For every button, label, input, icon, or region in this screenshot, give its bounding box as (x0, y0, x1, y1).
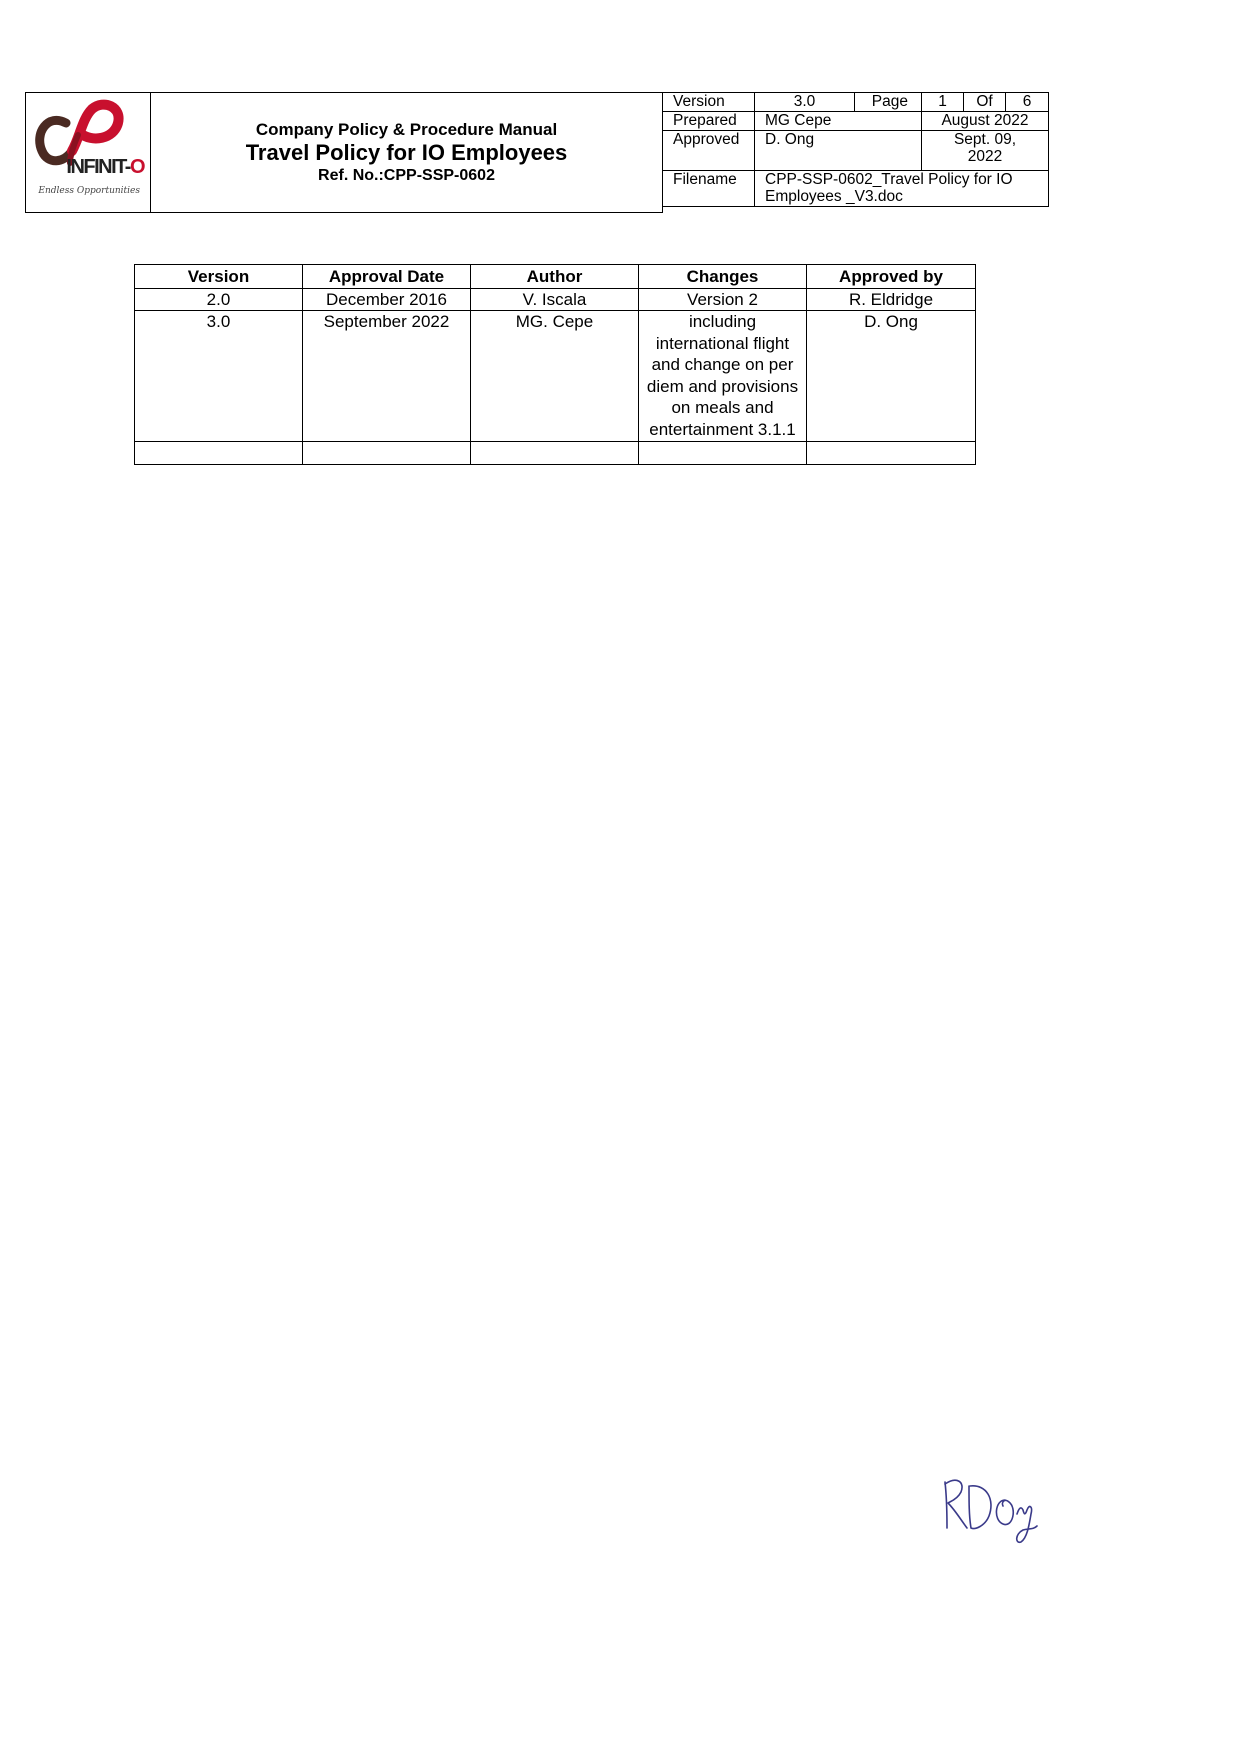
cell-changes: Version 2 (639, 288, 807, 311)
page-label: Page (855, 93, 922, 112)
reference-number: Ref. No.:CPP-SSP-0602 (318, 167, 495, 185)
col-header-author: Author (471, 265, 639, 289)
cell-author (471, 441, 639, 464)
cell-author: V. Iscala (471, 288, 639, 311)
page-number: 1 (922, 93, 964, 112)
prepared-by: MG Cepe (755, 111, 922, 130)
prepared-label: Prepared (663, 111, 755, 130)
cell-approved-by: D. Ong (807, 311, 976, 441)
cell-author: MG. Cepe (471, 311, 639, 441)
cell-approved-by (807, 441, 976, 464)
approved-by: D. Ong (755, 130, 922, 170)
version-label: Version (663, 93, 755, 112)
cell-version (135, 441, 303, 464)
manual-title: Company Policy & Procedure Manual (255, 119, 558, 139)
col-header-version: Version (135, 265, 303, 289)
svg-text:Endless Opportunities: Endless Opportunities (38, 186, 140, 196)
revision-history-table (134, 264, 976, 465)
prepared-row (663, 111, 1049, 130)
infinito-logo-icon (26, 93, 150, 212)
approved-label: Approved (663, 130, 755, 170)
table-row (135, 288, 976, 311)
version-row (663, 93, 1049, 112)
cell-approval-date: December 2016 (303, 288, 471, 311)
col-header-approval-date: Approval Date (303, 265, 471, 289)
cell-approved-by: R. Eldridge (807, 288, 976, 311)
svg-text:INFINIT-O: INFINIT-O (66, 156, 144, 178)
prepared-date: August 2022 (922, 111, 1049, 130)
cell-approval-date (303, 441, 471, 464)
cell-version: 2.0 (135, 288, 303, 311)
company-logo (25, 92, 151, 213)
filename-row (663, 170, 1049, 207)
cell-changes (639, 441, 807, 464)
document-title-block (150, 92, 663, 213)
cell-changes: including international flight and change on per diem and provisions on meals and entertainment 3.1.1 (639, 311, 807, 441)
filename-value: CPP-SSP-0602_Travel Policy for IO Employees _V3.doc (755, 170, 1049, 207)
page-total: 6 (1006, 93, 1049, 112)
version-value: 3.0 (755, 93, 855, 112)
filename-label: Filename (663, 170, 755, 207)
col-header-changes: Changes (639, 265, 807, 289)
approved-row (663, 130, 1049, 170)
handwritten-signature (935, 1470, 1045, 1550)
table-row (135, 441, 976, 464)
revision-header-row (135, 265, 976, 289)
of-label: Of (964, 93, 1006, 112)
col-header-approved-by: Approved by (807, 265, 976, 289)
document-title: Travel Policy for IO Employees (245, 139, 568, 165)
approved-date: Sept. 09, 2022 (922, 130, 1049, 170)
cell-version: 3.0 (135, 311, 303, 441)
cell-approval-date: September 2022 (303, 311, 471, 441)
table-row (135, 311, 976, 441)
document-control-table (662, 92, 1049, 207)
